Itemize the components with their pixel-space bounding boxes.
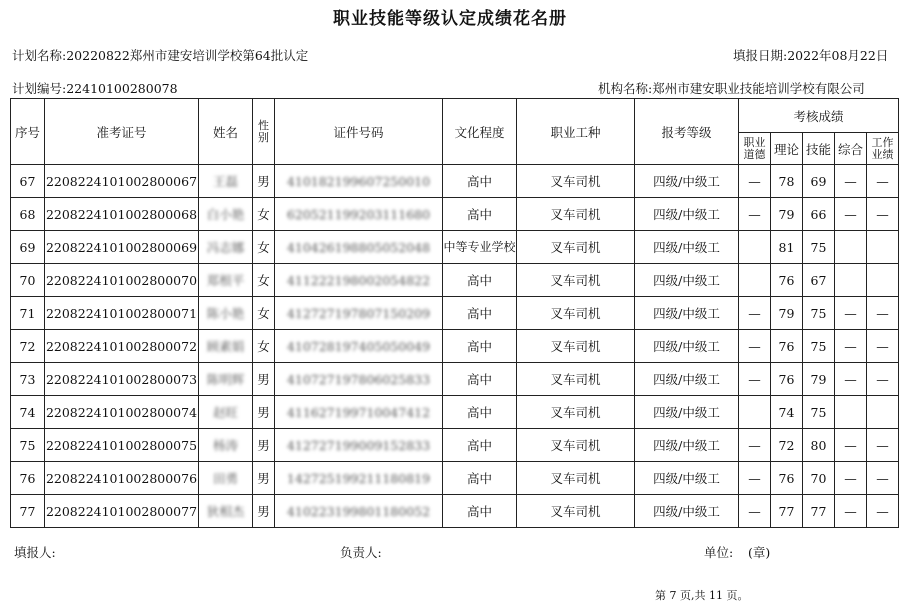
row-id-no-text: 410426198805052048	[286, 239, 431, 255]
row-work-perf	[867, 231, 899, 264]
row-work-perf: —	[867, 363, 899, 396]
row-exam-no: 2208224101002800074	[45, 396, 199, 429]
row-gender: 男	[253, 165, 275, 198]
row-occupation: 叉车司机	[517, 363, 635, 396]
table-row	[11, 462, 899, 495]
row-comprehensive: —	[835, 363, 867, 396]
fill-date-line	[733, 46, 888, 64]
row-name	[199, 198, 253, 231]
page-indicator: 第 7 页,共 11 页。	[655, 589, 749, 602]
row-occupation: 叉车司机	[517, 462, 635, 495]
row-id-no	[275, 231, 443, 264]
row-exam-no: 2208224101002800071	[45, 297, 199, 330]
fill-date-label: 填报日期:	[733, 48, 788, 63]
plan-no-line	[12, 79, 178, 97]
header-seq: 序号	[11, 99, 45, 165]
row-gender: 女	[253, 264, 275, 297]
row-exam-no: 2208224101002800076	[45, 462, 199, 495]
fill-date-value: 2022年08月22日	[787, 48, 889, 63]
row-theory: 78	[771, 165, 803, 198]
row-name-text: 陈明辉	[206, 372, 245, 387]
row-id-no-text: 410728197405050049	[286, 338, 431, 354]
row-work-perf: —	[867, 165, 899, 198]
row-education: 高中	[443, 264, 517, 297]
row-seq: 69	[11, 231, 45, 264]
header-gender: 性别	[253, 99, 275, 165]
row-level: 四级/中级工	[635, 429, 739, 462]
row-skill: 80	[803, 429, 835, 462]
row-skill: 66	[803, 198, 835, 231]
row-exam-no: 2208224101002800070	[45, 264, 199, 297]
header-education: 文化程度	[443, 99, 517, 165]
row-name-text: 赵旺	[212, 405, 238, 420]
row-seq: 73	[11, 363, 45, 396]
row-gender: 女	[253, 330, 275, 363]
header-id-no: 证件号码	[275, 99, 443, 165]
row-education: 高中	[443, 297, 517, 330]
row-occupation: 叉车司机	[517, 264, 635, 297]
row-gender: 男	[253, 396, 275, 429]
row-id-no	[275, 330, 443, 363]
row-skill: 69	[803, 165, 835, 198]
score-roster-table	[10, 98, 899, 528]
row-comprehensive: —	[835, 429, 867, 462]
row-education: 高中	[443, 429, 517, 462]
row-exam-no: 2208224101002800067	[45, 165, 199, 198]
row-occupation: 叉车司机	[517, 198, 635, 231]
org-label: 机构名称:	[598, 81, 653, 96]
row-ethics: —	[739, 429, 771, 462]
row-id-no-text: 142725199211180819	[286, 470, 431, 486]
row-level: 四级/中级工	[635, 297, 739, 330]
row-id-no-text: 620521199203111680	[286, 206, 431, 222]
row-id-no	[275, 462, 443, 495]
row-work-perf	[867, 396, 899, 429]
row-ethics	[739, 396, 771, 429]
document-title: 职业技能等级认定成绩花名册	[333, 9, 567, 29]
row-level: 四级/中级工	[635, 231, 739, 264]
table-row	[11, 264, 899, 297]
unit-label: 单位:	[704, 545, 734, 560]
row-theory: 81	[771, 231, 803, 264]
row-level: 四级/中级工	[635, 462, 739, 495]
row-seq: 70	[11, 264, 45, 297]
header-theory: 理论	[771, 133, 803, 165]
row-ethics	[739, 231, 771, 264]
row-id-no-text: 410727197806025833	[286, 371, 431, 387]
row-id-no-text: 411222198002054822	[286, 272, 431, 288]
header-row-1	[11, 99, 899, 133]
seal-placeholder: (章)	[748, 545, 771, 560]
row-level: 四级/中级工	[635, 495, 739, 528]
header-scores: 考核成绩	[739, 99, 899, 133]
row-theory: 72	[771, 429, 803, 462]
row-ethics: —	[739, 462, 771, 495]
row-skill: 75	[803, 396, 835, 429]
row-id-no-text: 410182199607250010	[286, 173, 431, 189]
row-id-no	[275, 198, 443, 231]
table-row	[11, 396, 899, 429]
row-theory: 76	[771, 462, 803, 495]
row-skill: 75	[803, 330, 835, 363]
row-level: 四级/中级工	[635, 330, 739, 363]
row-work-perf: —	[867, 495, 899, 528]
table-row	[11, 297, 899, 330]
table-row	[11, 363, 899, 396]
row-level: 四级/中级工	[635, 198, 739, 231]
row-level: 四级/中级工	[635, 363, 739, 396]
row-work-perf: —	[867, 429, 899, 462]
row-occupation: 叉车司机	[517, 429, 635, 462]
row-name-text: 冯志娜	[206, 240, 245, 255]
row-id-no	[275, 495, 443, 528]
row-gender: 男	[253, 429, 275, 462]
row-exam-no: 2208224101002800072	[45, 330, 199, 363]
row-work-perf: —	[867, 198, 899, 231]
row-skill: 77	[803, 495, 835, 528]
table-row	[11, 330, 899, 363]
row-name	[199, 462, 253, 495]
row-id-no-text: 410223199801180052	[286, 503, 431, 519]
responsible-label: 负责人:	[340, 545, 382, 560]
row-id-no-text: 412727199009152833	[286, 437, 431, 453]
row-comprehensive: —	[835, 495, 867, 528]
header-skill: 技能	[803, 133, 835, 165]
row-comprehensive	[835, 231, 867, 264]
row-comprehensive: —	[835, 198, 867, 231]
row-seq: 71	[11, 297, 45, 330]
row-skill: 70	[803, 462, 835, 495]
row-name	[199, 297, 253, 330]
row-theory: 76	[771, 264, 803, 297]
row-name-text: 郑根平	[206, 273, 245, 288]
row-ethics: —	[739, 363, 771, 396]
row-gender: 男	[253, 363, 275, 396]
row-seq: 76	[11, 462, 45, 495]
table-row	[11, 198, 899, 231]
header-exam-no: 准考证号	[45, 99, 199, 165]
row-comprehensive	[835, 264, 867, 297]
row-education: 高中	[443, 330, 517, 363]
row-comprehensive	[835, 396, 867, 429]
org-value: 郑州市建安职业技能培训学校有限公司	[652, 81, 865, 96]
row-occupation: 叉车司机	[517, 330, 635, 363]
row-occupation: 叉车司机	[517, 396, 635, 429]
row-education: 高中	[443, 462, 517, 495]
row-name-text: 王磊	[212, 174, 238, 189]
row-name-text: 白小艳	[206, 207, 245, 222]
table-body	[11, 165, 899, 528]
row-theory: 74	[771, 396, 803, 429]
header-name: 姓名	[199, 99, 253, 165]
header-level: 报考等级	[635, 99, 739, 165]
plan-no-value: 22410100280078	[66, 81, 178, 96]
row-theory: 76	[771, 330, 803, 363]
row-seq: 67	[11, 165, 45, 198]
row-exam-no: 2208224101002800077	[45, 495, 199, 528]
row-work-perf: —	[867, 330, 899, 363]
row-theory: 77	[771, 495, 803, 528]
header-comprehensive: 综合	[835, 133, 867, 165]
row-id-no-text: 412727197807150209	[286, 305, 431, 321]
row-seq: 68	[11, 198, 45, 231]
header-occupation: 职业工种	[517, 99, 635, 165]
filler-label: 填报人:	[14, 545, 56, 560]
row-education: 高中	[443, 396, 517, 429]
row-seq: 72	[11, 330, 45, 363]
row-name	[199, 165, 253, 198]
row-occupation: 叉车司机	[517, 495, 635, 528]
row-exam-no: 2208224101002800069	[45, 231, 199, 264]
row-comprehensive: —	[835, 297, 867, 330]
row-id-no	[275, 297, 443, 330]
row-comprehensive: —	[835, 330, 867, 363]
row-exam-no: 2208224101002800068	[45, 198, 199, 231]
row-level: 四级/中级工	[635, 165, 739, 198]
row-name-text: 陈小艳	[206, 306, 245, 321]
row-name-text: 顾素娟	[206, 339, 245, 354]
row-level: 四级/中级工	[635, 264, 739, 297]
row-ethics: —	[739, 297, 771, 330]
row-gender: 男	[253, 462, 275, 495]
row-occupation: 叉车司机	[517, 165, 635, 198]
plan-no-label: 计划编号:	[12, 81, 67, 96]
row-ethics: —	[739, 198, 771, 231]
row-name-text: 杨涛	[212, 438, 238, 453]
org-line	[598, 79, 865, 97]
row-id-no-text: 411627199710047412	[286, 404, 431, 420]
row-skill: 75	[803, 297, 835, 330]
row-education: 中等专业学校	[443, 231, 517, 264]
row-theory: 79	[771, 198, 803, 231]
row-name-text: 狄相杰	[206, 504, 245, 519]
table-row	[11, 495, 899, 528]
row-theory: 79	[771, 297, 803, 330]
row-id-no	[275, 165, 443, 198]
row-seq: 75	[11, 429, 45, 462]
table-row	[11, 231, 899, 264]
row-gender: 男	[253, 495, 275, 528]
row-education: 高中	[443, 165, 517, 198]
row-name	[199, 429, 253, 462]
row-skill: 67	[803, 264, 835, 297]
plan-name-label: 计划名称:	[12, 48, 67, 63]
header-ethics: 职业道德	[739, 133, 771, 165]
row-gender: 女	[253, 231, 275, 264]
row-work-perf	[867, 264, 899, 297]
row-name-text: 田勇	[212, 471, 238, 486]
row-exam-no: 2208224101002800073	[45, 363, 199, 396]
row-education: 高中	[443, 363, 517, 396]
plan-name-line	[12, 46, 308, 64]
row-id-no	[275, 363, 443, 396]
row-comprehensive: —	[835, 462, 867, 495]
row-name	[199, 330, 253, 363]
row-skill: 79	[803, 363, 835, 396]
row-ethics: —	[739, 495, 771, 528]
row-gender: 女	[253, 297, 275, 330]
row-skill: 75	[803, 231, 835, 264]
row-gender: 女	[253, 198, 275, 231]
row-name	[199, 495, 253, 528]
row-comprehensive: —	[835, 165, 867, 198]
row-name	[199, 264, 253, 297]
row-occupation: 叉车司机	[517, 231, 635, 264]
plan-name-value: 20220822郑州市建安培训学校第64批认定	[66, 48, 309, 63]
row-exam-no: 2208224101002800075	[45, 429, 199, 462]
row-ethics: —	[739, 330, 771, 363]
row-level: 四级/中级工	[635, 396, 739, 429]
row-work-perf: —	[867, 297, 899, 330]
row-name	[199, 231, 253, 264]
row-theory: 76	[771, 363, 803, 396]
row-name	[199, 363, 253, 396]
row-ethics	[739, 264, 771, 297]
row-work-perf: —	[867, 462, 899, 495]
row-seq: 74	[11, 396, 45, 429]
row-education: 高中	[443, 495, 517, 528]
row-occupation: 叉车司机	[517, 297, 635, 330]
row-id-no	[275, 396, 443, 429]
row-ethics: —	[739, 165, 771, 198]
row-education: 高中	[443, 198, 517, 231]
table-row	[11, 429, 899, 462]
row-name	[199, 396, 253, 429]
row-id-no	[275, 264, 443, 297]
row-id-no	[275, 429, 443, 462]
row-seq: 77	[11, 495, 45, 528]
table-row	[11, 165, 899, 198]
header-work-perf: 工作业绩	[867, 133, 899, 165]
